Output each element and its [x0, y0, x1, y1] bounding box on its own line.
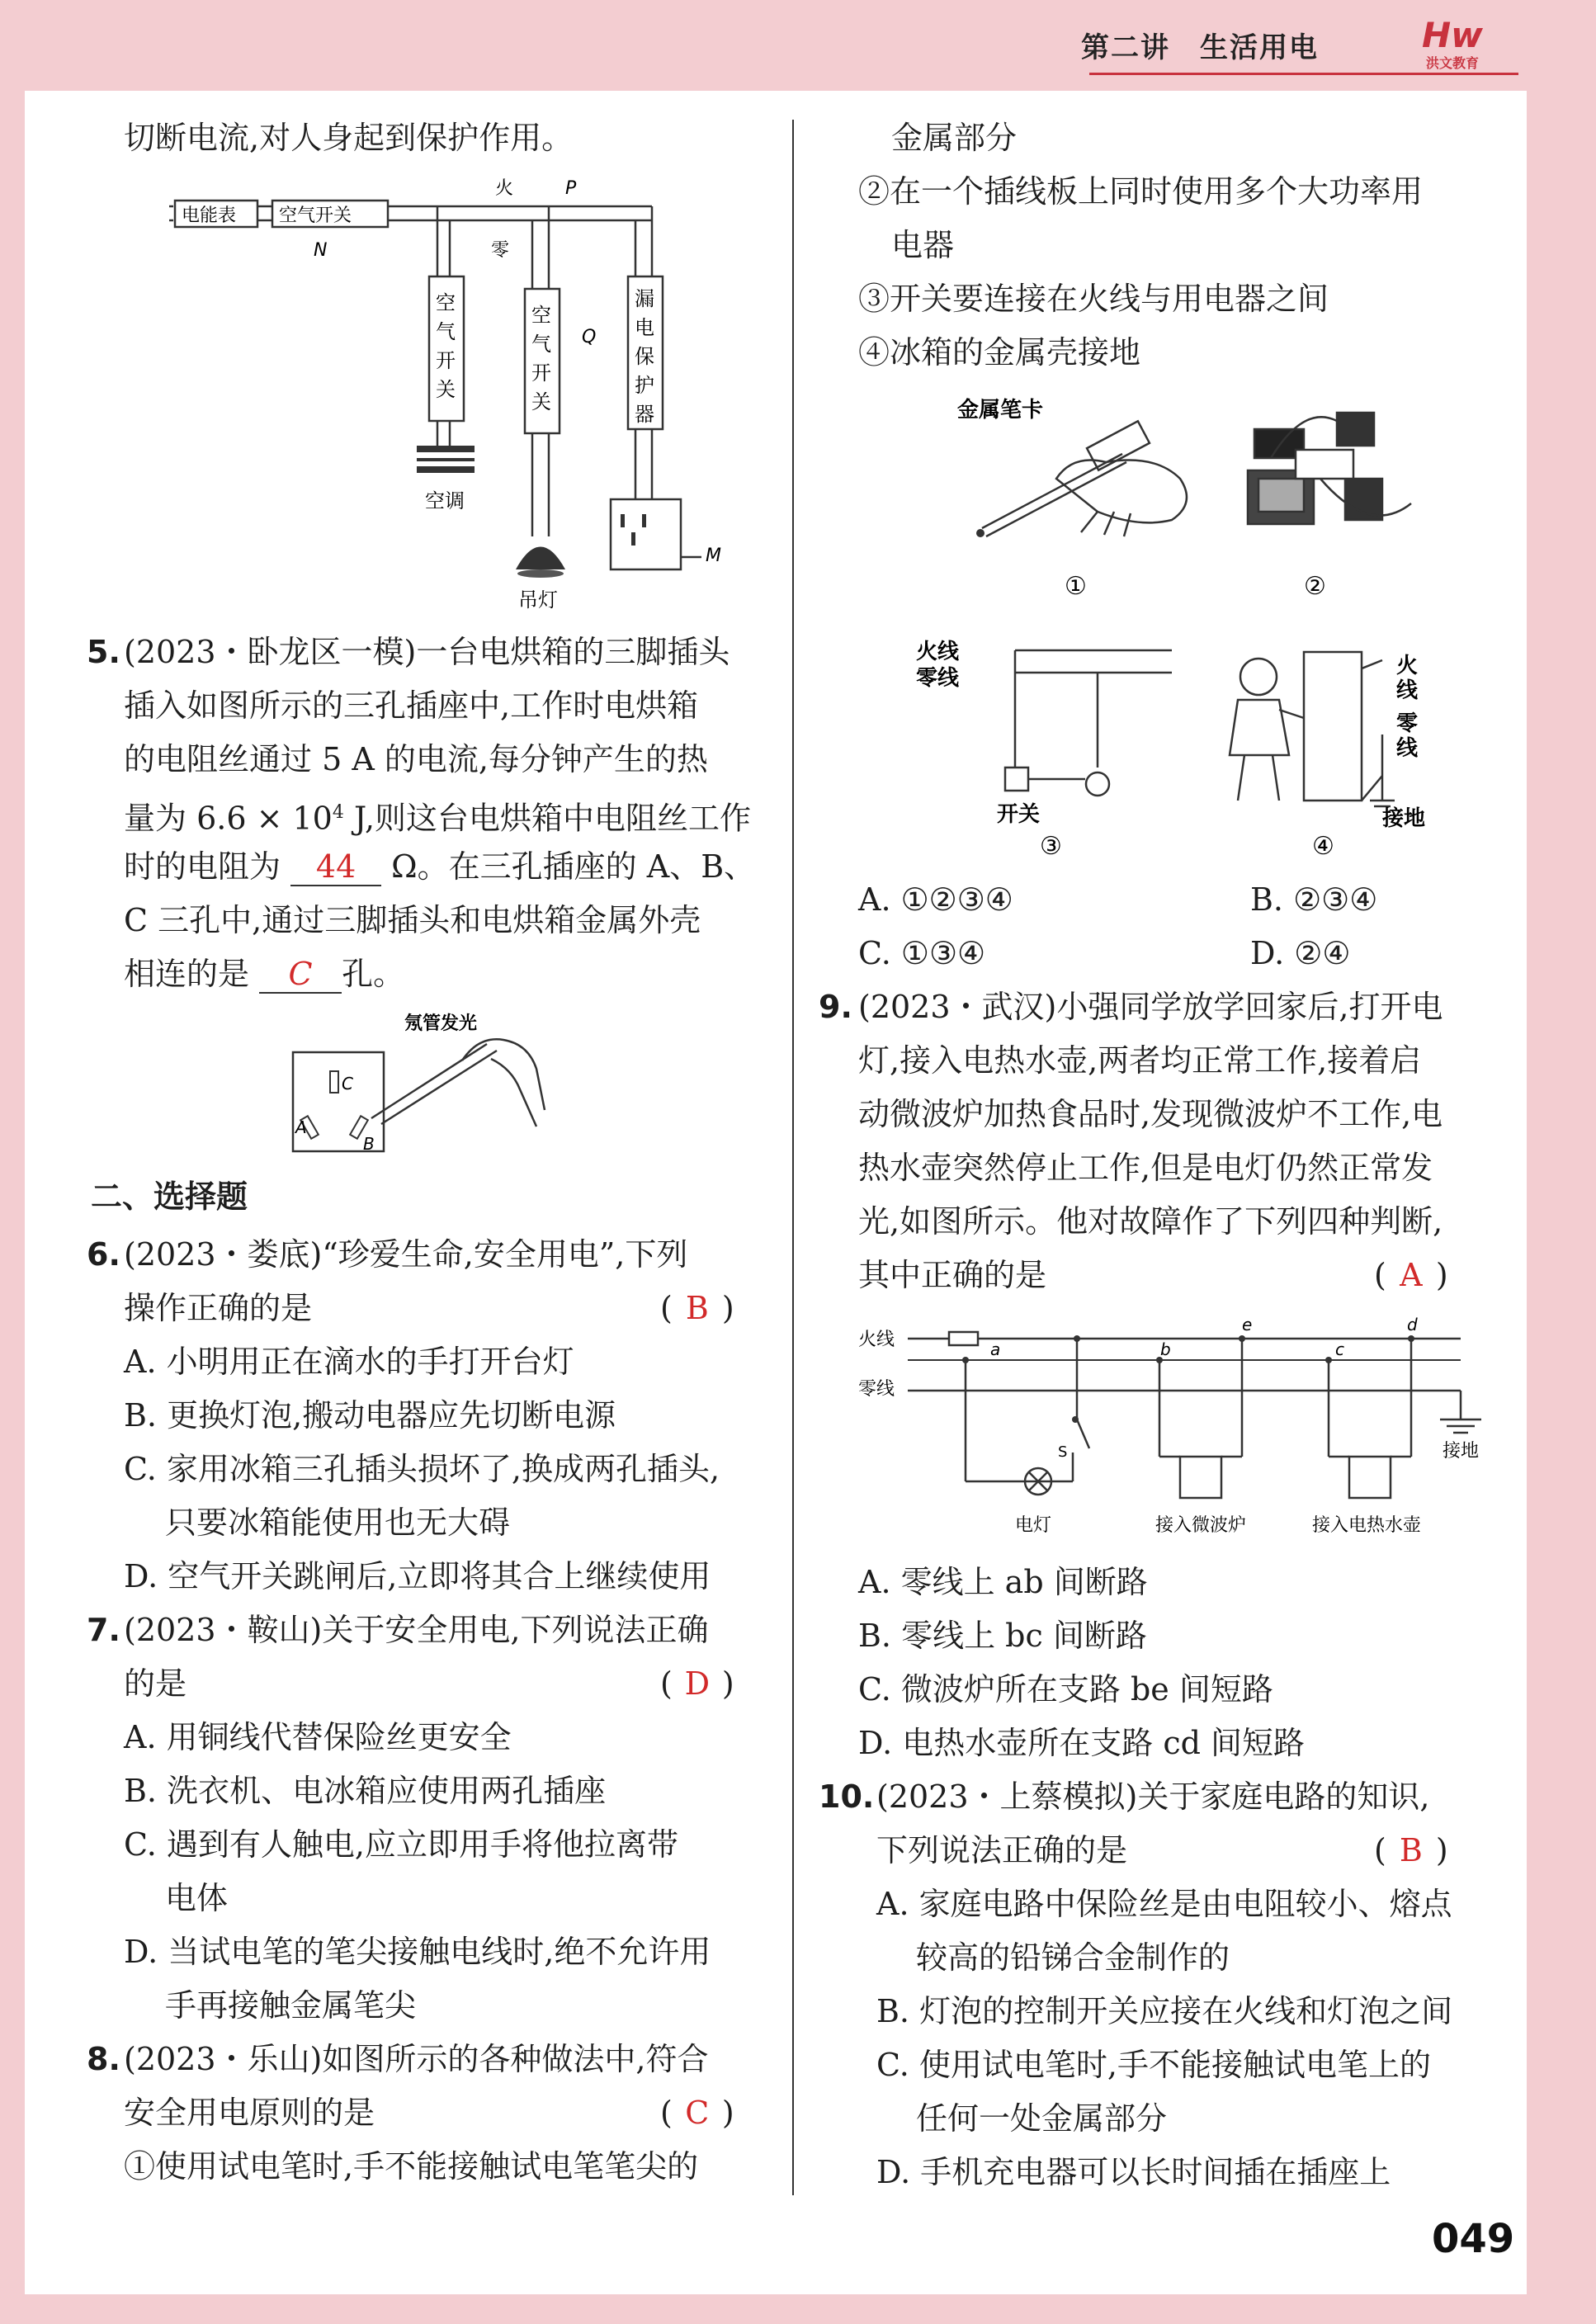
publisher-logo — [1403, 15, 1502, 72]
zero-label: 零 — [491, 240, 510, 261]
rcd-char: 漏 — [635, 287, 654, 310]
circuit-figure-1 — [165, 169, 743, 615]
q8-zero-vertical: 零 — [1396, 711, 1419, 736]
q8-switch-label: 开关 — [997, 802, 1041, 827]
q8-figure — [908, 388, 1518, 867]
q9-stem: (2023・武汉)小强同学放学回家后,打开电 — [858, 989, 1443, 1025]
q5-line4-post: J,则这台电烘箱中电阻丝工作 — [343, 800, 752, 837]
q5-line5-post: Ω。在三孔插座的 A、B、 — [381, 848, 756, 885]
rcd-char: 保 — [635, 345, 654, 368]
q9-stem: 光,如图所示。他对故障作了下列四种判断, — [858, 1203, 1443, 1240]
q9-option: D. 电热水壶所在支路 cd 间短路 — [858, 1725, 1306, 1761]
q10-option: C. 使用试电笔时,手不能接触试电笔上的 — [876, 2047, 1431, 2083]
q5-exponent: 4 — [332, 802, 344, 823]
q5-line7 — [124, 956, 404, 994]
q8-stem: (2023・乐山)如图所示的各种做法中,符合 — [124, 2041, 709, 2077]
q8-stem: 安全用电原则的是 — [124, 2095, 375, 2131]
q8-pen-tip — [976, 529, 985, 537]
q7-option: C. 遇到有人触电,应立即用手将他拉离带 — [124, 1826, 678, 1863]
fire-label: 火 — [495, 178, 514, 199]
q8-item: ①使用试电笔时,手不能接触试电笔笔尖的 — [124, 2148, 699, 2185]
q8-powerstrip-picture — [1248, 413, 1411, 524]
q7-stem: (2023・鞍山)关于安全用电,下列说法正确 — [124, 1612, 709, 1648]
q5-line5-pre: 时的电阻为 — [124, 848, 291, 885]
q8-item: ②在一个插线板上同时使用多个大功率用 — [858, 173, 1424, 210]
q5-line4-pre: 量为 6.6 × 10 — [124, 800, 333, 837]
q9-zero-label: 零线 — [858, 1379, 895, 1400]
logo-text: 洪文教育 — [1425, 55, 1479, 71]
q8-item: ③开关要连接在火线与用电器之间 — [858, 281, 1329, 317]
q10-option: A. 家庭电路中保险丝是由电阻较小、熔点 — [876, 1886, 1452, 1922]
q6-option: 只要冰箱能使用也无大碍 — [165, 1504, 511, 1541]
section-title: 二、选择题 — [91, 1179, 248, 1215]
q8-answer-paren: ( C ) — [660, 2095, 734, 2131]
q9-micro-label: 接入微波炉 — [1155, 1515, 1247, 1536]
q10-option: D. 手机充电器可以长时间插在插座上 — [876, 2154, 1391, 2190]
q10-option: 较高的铅锑合金制作的 — [916, 1939, 1230, 1976]
q8-item: 金属部分 — [891, 120, 1018, 156]
q7-option: D. 当试电笔的笔尖接触电线时,绝不允许用 — [124, 1934, 711, 1970]
q10-stem: (2023・上蔡模拟)关于家庭电路的知识, — [876, 1778, 1430, 1815]
q5-line: 插入如图所示的三孔插座中,工作时电烘箱 — [124, 687, 699, 724]
p-label: P — [565, 178, 577, 199]
breaker2-char: 关 — [531, 390, 551, 413]
rcd-char: 器 — [635, 403, 654, 426]
q10-stem: 下列说法正确的是 — [876, 1832, 1128, 1868]
q8-answer: C — [685, 2095, 710, 2131]
q9-stem: 热水壶突然停止工作,但是电灯仍然正常发 — [858, 1150, 1433, 1186]
q8-item: 电器 — [891, 227, 955, 263]
q9-point-b: b — [1160, 1339, 1171, 1359]
q6-option: C. 家用冰箱三孔插头损坏了,换成两孔插头, — [124, 1451, 720, 1487]
breaker1-char: 关 — [436, 378, 456, 401]
rcd-char: 电 — [635, 316, 654, 339]
q10-option: 任何一处金属部分 — [916, 2100, 1168, 2137]
socket-c-label: C — [342, 1074, 353, 1094]
main-switch-label: 空气开关 — [279, 205, 352, 226]
socket-figure — [289, 1011, 569, 1164]
intro-text: 切断电流,对人身起到保护作用。 — [124, 120, 574, 156]
q5-number: 5. — [87, 634, 120, 670]
q8-number: 8. — [87, 2041, 120, 2077]
column-divider — [792, 120, 794, 2195]
q9-fire-label: 火线 — [858, 1330, 895, 1350]
rcd-char: 护 — [635, 374, 654, 397]
q9-stem: 灯,接入电热水壶,两者均正常工作,接着启 — [858, 1042, 1422, 1079]
q9-answer-paren: ( A ) — [1374, 1257, 1448, 1293]
q9-point-e: e — [1242, 1315, 1253, 1334]
header-rule — [1089, 73, 1518, 75]
q8-fire-label: 火线 — [916, 640, 960, 664]
q6-stem: (2023・娄底)“珍爱生命,安全用电”,下列 — [124, 1236, 688, 1273]
breaker2-char: 开 — [531, 361, 551, 385]
q5-answer-1: 44 — [290, 848, 381, 886]
breaker2-char: 空 — [531, 304, 551, 327]
q6-answer-paren: ( B ) — [660, 1290, 734, 1326]
neon-label: 氖管发光 — [404, 1013, 478, 1034]
q7-answer-paren: ( D ) — [660, 1665, 734, 1702]
n-label: N — [314, 240, 328, 261]
q8-pen-picture — [982, 421, 1187, 536]
q9-stem: 其中正确的是 — [858, 1257, 1047, 1293]
q8-zero-label: 零线 — [916, 666, 960, 691]
q9-number: 9. — [819, 989, 852, 1025]
q9-point-d: d — [1407, 1315, 1418, 1334]
q8-fire-vertical: 线 — [1396, 678, 1419, 703]
q8-pen-label: 金属笔卡 — [957, 398, 1044, 423]
q7-option: 手再接触金属笔尖 — [165, 1987, 417, 2024]
q10-number: 10. — [819, 1778, 875, 1815]
q8-ground-label: 接地 — [1382, 806, 1426, 831]
ac-label: 空调 — [425, 489, 465, 513]
q10-option: B. 灯泡的控制开关应接在火线和灯泡之间 — [876, 1993, 1453, 2029]
q9-option: C. 微波炉所在支路 be 间短路 — [858, 1671, 1273, 1708]
socket-a-label: A — [295, 1117, 307, 1137]
q8-item: ④冰箱的金属壳接地 — [858, 334, 1141, 371]
q10-answer-paren: ( B ) — [1374, 1832, 1448, 1868]
chapter-header: 第二讲 生活用电 — [1081, 31, 1319, 64]
q6-option: A. 小明用正在滴水的手打开台灯 — [124, 1344, 574, 1380]
breaker1-char: 空 — [436, 291, 456, 314]
q9-answer: A — [1400, 1257, 1423, 1293]
breaker1-char: 气 — [436, 320, 456, 343]
q9-switch-s: S — [1058, 1443, 1068, 1461]
q8-fig-number: ② — [1304, 572, 1326, 601]
q9-point-c: c — [1335, 1339, 1344, 1359]
q9-lamp-label: 电灯 — [1015, 1515, 1052, 1536]
q8-fig-number: ④ — [1312, 832, 1334, 861]
q5-line4 — [124, 795, 751, 837]
q8-fig-number: ③ — [1040, 832, 1062, 861]
q9-option: A. 零线上 ab 间断路 — [858, 1564, 1148, 1600]
q8-option: D. ②④ — [1250, 935, 1351, 971]
q7-number: 7. — [87, 1612, 120, 1648]
m-label: M — [706, 546, 721, 566]
q5-answer-2: C — [259, 956, 342, 994]
q5-line5 — [124, 848, 755, 886]
lamp-label: 吊灯 — [518, 588, 558, 612]
q8-fire-vertical: 火 — [1396, 654, 1419, 678]
q9-point-a: a — [990, 1339, 1001, 1359]
q6-answer: B — [685, 1290, 709, 1326]
q9-kettle-label: 接入电热水壶 — [1312, 1515, 1422, 1536]
q7-option: B. 洗衣机、电冰箱应使用两孔插座 — [124, 1773, 607, 1809]
q7-stem: 的是 — [124, 1665, 187, 1702]
q8-option: B. ②③④ — [1250, 881, 1378, 918]
q8-fridge-picture — [1230, 652, 1395, 806]
q5-line7-pre: 相连的是 — [124, 956, 260, 992]
meter-label: 电能表 — [182, 205, 237, 226]
q6-number: 6. — [87, 1236, 120, 1273]
q8-option: C. ①③④ — [858, 935, 986, 971]
q9-option: B. 零线上 bc 间断路 — [858, 1618, 1147, 1654]
q5-line: C 三孔中,通过三脚插头和电烘箱金属外壳 — [124, 902, 701, 938]
logo-mark: Hw — [1422, 15, 1483, 55]
q8-option: A. ①②③④ — [858, 881, 1013, 918]
page-number: 049 — [1432, 2216, 1515, 2262]
q6-stem: 操作正确的是 — [124, 1290, 313, 1326]
breaker2-char: 气 — [531, 333, 551, 356]
q5-line7-post: 孔。 — [342, 956, 405, 992]
q5-line: 的电阻丝通过 5 A 的电流,每分钟产生的热 — [124, 741, 708, 777]
q8-wiring-picture — [1005, 650, 1172, 796]
q6-option: B. 更换灯泡,搬动电器应先切断电源 — [124, 1397, 616, 1434]
q9-circuit-figure — [858, 1312, 1510, 1552]
q7-option: 电体 — [165, 1880, 229, 1916]
q6-option: D. 空气开关跳闸后,立即将其合上继续使用 — [124, 1558, 711, 1594]
q8-fig-number: ① — [1065, 572, 1087, 601]
breaker1-char: 开 — [436, 349, 456, 372]
q9-ground-label: 接地 — [1443, 1441, 1480, 1462]
q9-stem: 动微波炉加热食品时,发现微波炉不工作,电 — [858, 1096, 1443, 1132]
q7-answer: D — [684, 1665, 711, 1702]
q10-answer: B — [1399, 1832, 1423, 1868]
q8-zero-vertical: 线 — [1396, 736, 1419, 761]
socket-b-label: B — [363, 1134, 375, 1154]
q-label: Q — [582, 327, 597, 347]
q7-option: A. 用铜线代替保险丝更安全 — [124, 1719, 512, 1755]
q5-line: (2023・卧龙区一模)一台电烘箱的三脚插头 — [124, 634, 730, 670]
